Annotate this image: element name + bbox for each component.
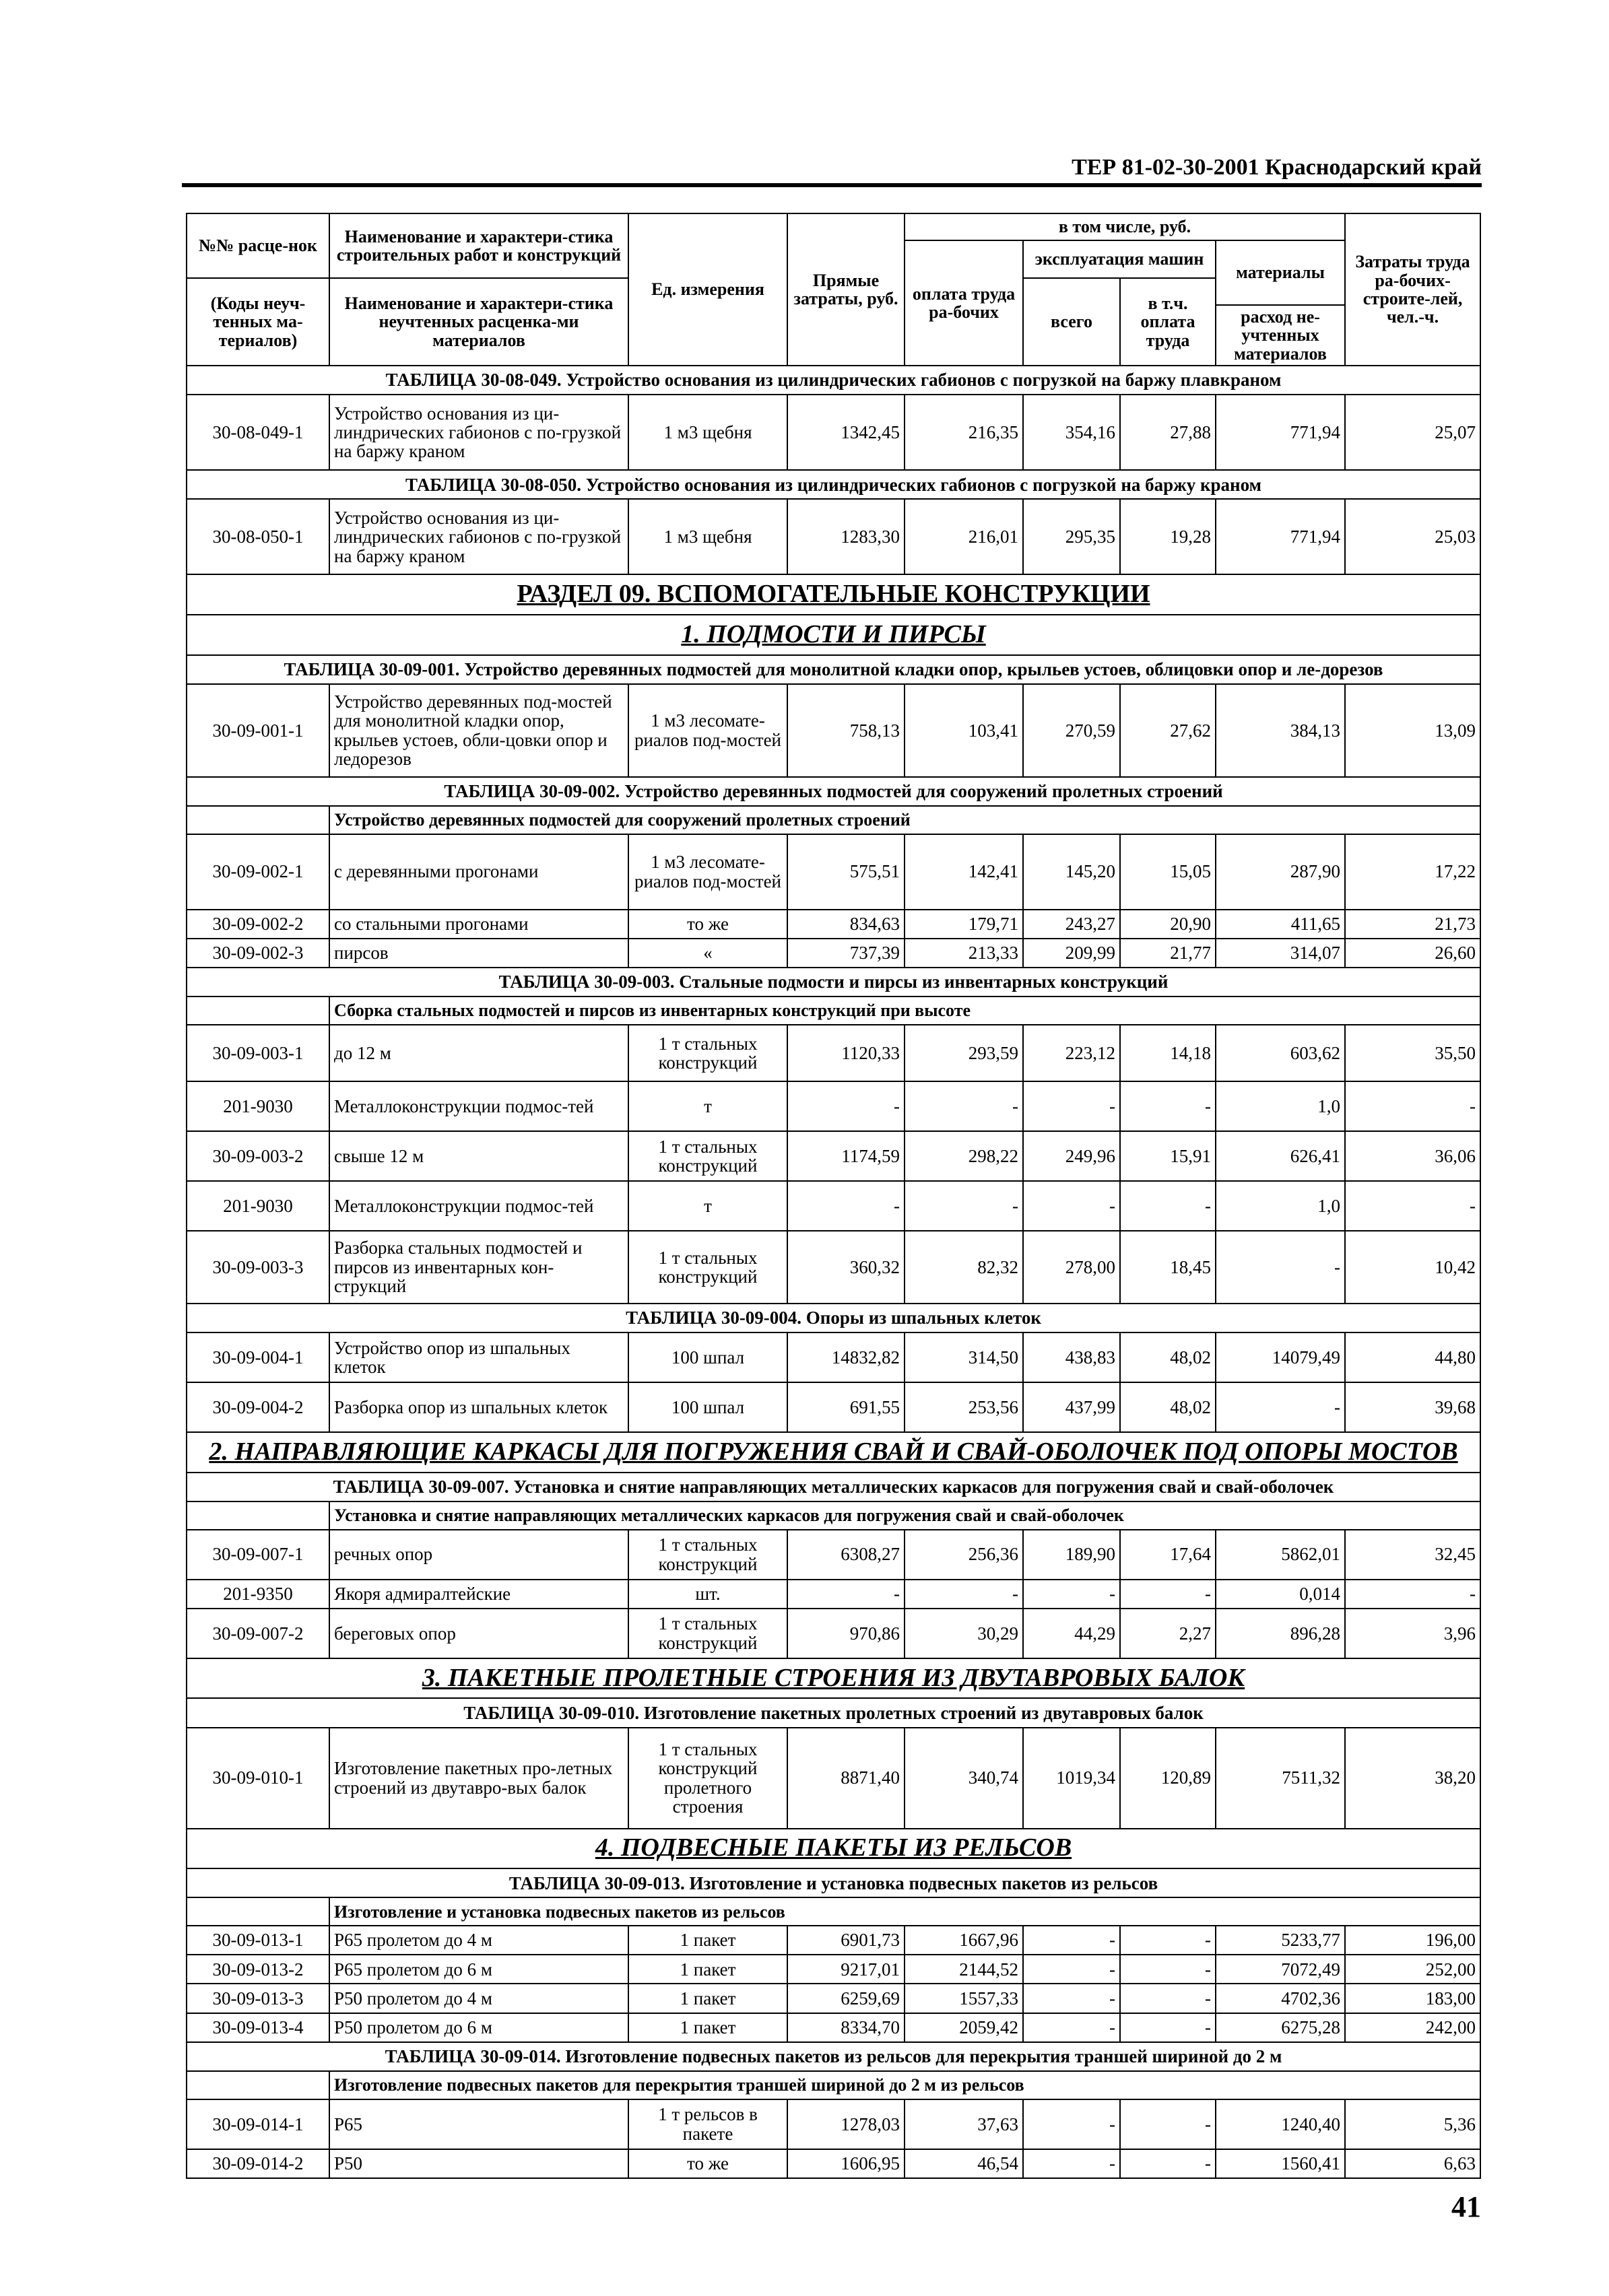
subtitle-row — [187, 1897, 1480, 1926]
materials: 7511,32 — [1216, 1728, 1345, 1829]
machines-pay: 48,02 — [1120, 1332, 1216, 1382]
table-title: ТАБЛИЦА 30-08-049. Устройство основания из цилиндрических габионов с погрузкой на баржу плавкраном — [187, 366, 1480, 395]
labor-pay: 216,35 — [905, 395, 1023, 470]
machines-total: - — [1023, 1926, 1120, 1955]
subsection-row — [187, 615, 1480, 655]
labor-pay: 2144,52 — [905, 1955, 1023, 1984]
table-title-row — [187, 470, 1480, 499]
table-row — [187, 684, 1480, 777]
col-materials: материалы — [1216, 240, 1345, 305]
machines-pay: 120,89 — [1120, 1728, 1216, 1829]
materials: 14079,49 — [1216, 1332, 1345, 1382]
table-row — [187, 1131, 1480, 1181]
materials: - — [1216, 1382, 1345, 1432]
materials: 771,94 — [1216, 499, 1345, 574]
material-name: Металлоконструкции подмос-тей — [329, 1181, 628, 1231]
direct-cost: - — [787, 1580, 905, 1609]
table-row — [187, 1984, 1480, 2013]
subtitle-row — [187, 2071, 1480, 2099]
machines-pay: 27,88 — [1120, 395, 1216, 470]
materials: 0,014 — [1216, 1580, 1345, 1609]
unit: шт. — [628, 1580, 787, 1609]
machines-pay: 15,91 — [1120, 1131, 1216, 1181]
labor-pay: 298,22 — [905, 1131, 1023, 1181]
rate-code: 30-09-001-1 — [187, 684, 329, 777]
work-name: береговых опор — [329, 1609, 628, 1658]
materials: 603,62 — [1216, 1025, 1345, 1081]
machines-total: 437,99 — [1023, 1382, 1120, 1432]
direct-cost: - — [787, 1081, 905, 1131]
subsection-title: 1. ПОДМОСТИ И ПИРСЫ — [187, 615, 1480, 655]
materials: 4702,36 — [1216, 1984, 1345, 2013]
subsection-title: 3. ПАКЕТНЫЕ ПРОЛЕТНЫЕ СТРОЕНИЯ ИЗ ДВУТАВРОВЫХ БАЛОК — [187, 1658, 1480, 1699]
labor-hours: 44,80 — [1345, 1332, 1480, 1382]
machines-total: - — [1023, 2099, 1120, 2149]
materials: 1240,40 — [1216, 2099, 1345, 2149]
subsection-title: 2. НАПРАВЛЯЮЩИЕ КАРКАСЫ ДЛЯ ПОГРУЖЕНИЯ СВАЙ И СВАЙ-ОБОЛОЧЕК ПОД ОПОРЫ МОСТОВ — [187, 1432, 1480, 1473]
unit: 1 т стальных конструкций — [628, 1025, 787, 1081]
labor-hours: 196,00 — [1345, 1926, 1480, 1955]
labor-hours: 183,00 — [1345, 1984, 1480, 2013]
labor-hours: - — [1345, 1580, 1480, 1609]
labor-pay: 37,63 — [905, 2099, 1023, 2149]
table-row — [187, 2099, 1480, 2149]
machines-pay: 14,18 — [1120, 1025, 1216, 1081]
unit: 100 шпал — [628, 1332, 787, 1382]
table-title: ТАБЛИЦА 30-09-010. Изготовление пакетных пролетных строений из двутавровых балок — [187, 1698, 1480, 1727]
table-title-row — [187, 366, 1480, 395]
direct-cost: 8334,70 — [787, 2013, 905, 2042]
subsection-row — [187, 1658, 1480, 1699]
direct-cost: 691,55 — [787, 1382, 905, 1432]
labor-hours: 26,60 — [1345, 939, 1480, 968]
table-row — [187, 2013, 1480, 2042]
table-subtitle: Установка и снятие направляющих металлических каркасов для погружения свай и свай-оболочек — [329, 1501, 1480, 1530]
table-row — [187, 910, 1480, 939]
labor-hours: 25,03 — [1345, 499, 1480, 574]
labor-hours: 3,96 — [1345, 1609, 1480, 1658]
page-number: 41 — [1451, 2190, 1481, 2223]
materials: 5862,01 — [1216, 1530, 1345, 1580]
table-row — [187, 1955, 1480, 1984]
machines-total: - — [1023, 2149, 1120, 2178]
labor-hours: 252,00 — [1345, 1955, 1480, 1984]
unit: 1 т стальных конструкций — [628, 1131, 787, 1181]
labor-hours: 38,20 — [1345, 1728, 1480, 1829]
table-row — [187, 1926, 1480, 1955]
direct-cost: 1342,45 — [787, 395, 905, 470]
col-labor-pay: оплата труда ра-бочих — [905, 240, 1023, 366]
table-title-row — [187, 1868, 1480, 1897]
document-title: ТЕР 81-02-30-2001 Краснодарский край — [1072, 155, 1482, 180]
unit: « — [628, 939, 787, 968]
machines-pay: 17,64 — [1120, 1530, 1216, 1580]
labor-hours: 13,09 — [1345, 684, 1480, 777]
labor-pay: 46,54 — [905, 2149, 1023, 2178]
direct-cost: 1120,33 — [787, 1025, 905, 1081]
rate-code: 30-09-014-1 — [187, 2099, 329, 2149]
materials: - — [1216, 1231, 1345, 1304]
table-title-row — [187, 1473, 1480, 1501]
page-header — [182, 152, 1482, 187]
machines-pay: 48,02 — [1120, 1382, 1216, 1432]
labor-hours: 242,00 — [1345, 2013, 1480, 2042]
labor-pay: 314,50 — [905, 1332, 1023, 1382]
rate-code: 30-09-004-1 — [187, 1332, 329, 1382]
machines-pay: - — [1120, 1580, 1216, 1609]
work-name: Р65 пролетом до 6 м — [329, 1955, 628, 1984]
labor-pay: - — [905, 1181, 1023, 1231]
direct-cost: 1174,59 — [787, 1131, 905, 1181]
table-title-row — [187, 1698, 1480, 1727]
work-name: Устройство деревянных под-мостей для монолитной кладки опор, крыльев устоев, обли-цовки опор и ледорезов — [329, 684, 628, 777]
table-row — [187, 499, 1480, 574]
direct-cost: 1283,30 — [787, 499, 905, 574]
unit: 1 м3 лесомате-риалов под-мостей — [628, 684, 787, 777]
unit: 1 м3 щебня — [628, 499, 787, 574]
machines-total: 295,35 — [1023, 499, 1120, 574]
table-row — [187, 1081, 1480, 1131]
materials: 287,90 — [1216, 834, 1345, 910]
machines-total: 249,96 — [1023, 1131, 1120, 1181]
work-name: пирсов — [329, 939, 628, 968]
rate-code: 30-09-013-4 — [187, 2013, 329, 2042]
labor-pay: 1557,33 — [905, 1984, 1023, 2013]
rate-code: 30-09-003-2 — [187, 1131, 329, 1181]
table-header — [187, 213, 1480, 366]
labor-hours: 36,06 — [1345, 1131, 1480, 1181]
direct-cost: 6901,73 — [787, 1926, 905, 1955]
col-name-top: Наименование и характери-стика строительных работ и конструкций — [329, 213, 628, 278]
table-row — [187, 395, 1480, 470]
rate-code: 30-08-049-1 — [187, 395, 329, 470]
unit: 1 т стальных конструкций — [628, 1231, 787, 1304]
table-row — [187, 1332, 1480, 1382]
rate-code: 30-09-014-2 — [187, 2149, 329, 2178]
work-name: Разборка стальных подмостей и пирсов из инвентарных кон-струкций — [329, 1231, 628, 1304]
labor-pay: 213,33 — [905, 939, 1023, 968]
work-name: речных опор — [329, 1530, 628, 1580]
table-title: ТАБЛИЦА 30-09-014. Изготовление подвесных пакетов из рельсов для перекрытия траншей шириной до 2 м — [187, 2042, 1480, 2071]
col-materials-unacc: расход не-учтенных материалов — [1216, 305, 1345, 366]
machines-pay: - — [1120, 2099, 1216, 2149]
labor-hours: 10,42 — [1345, 1231, 1480, 1304]
unit: 1 пакет — [628, 2013, 787, 2042]
materials: 1560,41 — [1216, 2149, 1345, 2178]
table-title: ТАБЛИЦА 30-08-050. Устройство основания из цилиндрических габионов с погрузкой на баржу краном — [187, 470, 1480, 499]
work-name: Р65 — [329, 2099, 628, 2149]
work-name: Устройство опор из шпальных клеток — [329, 1332, 628, 1382]
rates-table — [186, 213, 1481, 2179]
direct-cost: 970,86 — [787, 1609, 905, 1658]
machines-total: 354,16 — [1023, 395, 1120, 470]
labor-hours: 5,36 — [1345, 2099, 1480, 2149]
direct-cost: 834,63 — [787, 910, 905, 939]
work-name: до 12 м — [329, 1025, 628, 1081]
materials: 626,41 — [1216, 1131, 1345, 1181]
rate-code: 30-09-002-3 — [187, 939, 329, 968]
rate-code: 30-09-002-1 — [187, 834, 329, 910]
materials: 384,13 — [1216, 684, 1345, 777]
labor-pay: - — [905, 1081, 1023, 1131]
machines-total: - — [1023, 1081, 1120, 1131]
rate-code: 30-09-002-2 — [187, 910, 329, 939]
labor-pay: 142,41 — [905, 834, 1023, 910]
work-name: Р50 пролетом до 4 м — [329, 1984, 628, 2013]
rate-code: 30-09-013-3 — [187, 1984, 329, 2013]
work-name: свыше 12 м — [329, 1131, 628, 1181]
unit: то же — [628, 2149, 787, 2178]
labor-pay: 30,29 — [905, 1609, 1023, 1658]
unit: т — [628, 1081, 787, 1131]
labor-pay: - — [905, 1580, 1023, 1609]
labor-hours: 39,68 — [1345, 1382, 1480, 1432]
work-name: Р65 пролетом до 4 м — [329, 1926, 628, 1955]
table-title-row — [187, 968, 1480, 997]
material-code: 201-9350 — [187, 1580, 329, 1609]
unit: 100 шпал — [628, 1382, 787, 1432]
direct-cost: 758,13 — [787, 684, 905, 777]
subsection-row — [187, 1432, 1480, 1473]
direct-cost: 360,32 — [787, 1231, 905, 1304]
table-title-row — [187, 1304, 1480, 1332]
table-row — [187, 1728, 1480, 1829]
col-labor: Затраты труда ра-бочих-строите-лей, чел.-ч. — [1345, 213, 1480, 366]
machines-total: 223,12 — [1023, 1025, 1120, 1081]
machines-pay: 20,90 — [1120, 910, 1216, 939]
unit: 1 т рельсов в пакете — [628, 2099, 787, 2149]
subsection-title: 4. ПОДВЕСНЫЕ ПАКЕТЫ ИЗ РЕЛЬСОВ — [187, 1829, 1480, 1869]
materials: 5233,77 — [1216, 1926, 1345, 1955]
machines-pay: 27,62 — [1120, 684, 1216, 777]
table-subtitle: Устройство деревянных подмостей для сооружений пролетных строений — [329, 806, 1480, 834]
labor-hours: 21,73 — [1345, 910, 1480, 939]
work-name: Разборка опор из шпальных клеток — [329, 1382, 628, 1432]
table-row — [187, 1609, 1480, 1658]
unit: 1 пакет — [628, 1984, 787, 2013]
table-row — [187, 939, 1480, 968]
table-title: ТАБЛИЦА 30-09-001. Устройство деревянных подмостей для монолитной кладки опор, крыльев устоев, облицовки опор и ле-дорезов — [187, 655, 1480, 684]
col-machines-total: всего — [1023, 278, 1120, 366]
material-code: 201-9030 — [187, 1081, 329, 1131]
machines-total: 278,00 — [1023, 1231, 1120, 1304]
labor-pay: 256,36 — [905, 1530, 1023, 1580]
unit: 1 т стальных конструкций — [628, 1530, 787, 1580]
col-code-top: №№ расце-нок — [187, 213, 329, 278]
table-title-row — [187, 777, 1480, 806]
materials: 1,0 — [1216, 1181, 1345, 1231]
direct-cost: 6259,69 — [787, 1984, 905, 2013]
labor-hours: 17,22 — [1345, 834, 1480, 910]
subtitle-row — [187, 806, 1480, 834]
labor-pay: 293,59 — [905, 1025, 1023, 1081]
labor-pay: 216,01 — [905, 499, 1023, 574]
machines-pay: - — [1120, 2013, 1216, 2042]
materials: 896,28 — [1216, 1609, 1345, 1658]
labor-pay: 82,32 — [905, 1231, 1023, 1304]
machines-total: 243,27 — [1023, 910, 1120, 939]
direct-cost: 1278,03 — [787, 2099, 905, 2149]
col-machines-pay: в т.ч. оплата труда — [1120, 278, 1216, 366]
machines-pay: - — [1120, 1984, 1216, 2013]
labor-hours: 35,50 — [1345, 1025, 1480, 1081]
rate-code: 30-08-050-1 — [187, 499, 329, 574]
rate-code: 30-09-013-1 — [187, 1926, 329, 1955]
rate-code: 30-09-003-3 — [187, 1231, 329, 1304]
subtitle-row — [187, 1501, 1480, 1530]
machines-pay: - — [1120, 1926, 1216, 1955]
table-title: ТАБЛИЦА 30-09-013. Изготовление и установка подвесных пакетов из рельсов — [187, 1868, 1480, 1897]
materials: 771,94 — [1216, 395, 1345, 470]
direct-cost: 1606,95 — [787, 2149, 905, 2178]
unit: 1 т стальных конструкций — [628, 1609, 787, 1658]
unit: 1 м3 лесомате-риалов под-мостей — [628, 834, 787, 910]
materials: 6275,28 — [1216, 2013, 1345, 2042]
table-title-row — [187, 655, 1480, 684]
materials: 7072,49 — [1216, 1955, 1345, 1984]
unit: то же — [628, 910, 787, 939]
table-subtitle: Изготовление и установка подвесных пакетов из рельсов — [329, 1897, 1480, 1926]
rate-code: 30-09-003-1 — [187, 1025, 329, 1081]
labor-hours: 6,63 — [1345, 2149, 1480, 2178]
labor-hours: - — [1345, 1181, 1480, 1231]
rate-code: 30-09-013-2 — [187, 1955, 329, 1984]
table-title: ТАБЛИЦА 30-09-003. Стальные подмости и пирсы из инвентарных конструкций — [187, 968, 1480, 997]
machines-pay: - — [1120, 1181, 1216, 1231]
machines-pay: - — [1120, 1955, 1216, 1984]
rate-code: 30-09-007-2 — [187, 1609, 329, 1658]
direct-cost: 9217,01 — [787, 1955, 905, 1984]
machines-total: 438,83 — [1023, 1332, 1120, 1382]
machines-pay: 18,45 — [1120, 1231, 1216, 1304]
machines-total: - — [1023, 1984, 1120, 2013]
work-name: Изготовление пакетных про-летных строений из двутавро-вых балок — [329, 1728, 628, 1829]
rate-code: 30-09-004-2 — [187, 1382, 329, 1432]
materials: 1,0 — [1216, 1081, 1345, 1131]
direct-cost: 6308,27 — [787, 1530, 905, 1580]
work-name: Устройство основания из ци-линдрических габионов с по-грузкой на баржу краном — [329, 395, 628, 470]
labor-pay: 2059,42 — [905, 2013, 1023, 2042]
labor-pay: 253,56 — [905, 1382, 1023, 1432]
labor-pay: 1667,96 — [905, 1926, 1023, 1955]
col-code-bottom: (Коды неуч-тенных ма-териалов) — [187, 278, 329, 366]
table-row — [187, 834, 1480, 910]
machines-total: 44,29 — [1023, 1609, 1120, 1658]
unit: 1 т стальных конструкций пролетного строения — [628, 1728, 787, 1829]
section-row — [187, 574, 1480, 615]
work-name: со стальными прогонами — [329, 910, 628, 939]
machines-total: 209,99 — [1023, 939, 1120, 968]
col-machines: эксплуатация машин — [1023, 240, 1216, 278]
rate-code: 30-09-010-1 — [187, 1728, 329, 1829]
machines-total: 145,20 — [1023, 834, 1120, 910]
direct-cost: 737,39 — [787, 939, 905, 968]
labor-pay: 103,41 — [905, 684, 1023, 777]
table-row — [187, 1530, 1480, 1580]
table-row — [187, 2149, 1480, 2178]
subtitle-row — [187, 997, 1480, 1025]
table-title-row — [187, 2042, 1480, 2071]
materials: 411,65 — [1216, 910, 1345, 939]
machines-total: 1019,34 — [1023, 1728, 1120, 1829]
unit: 1 м3 щебня — [628, 395, 787, 470]
material-name: Якоря адмиралтейские — [329, 1580, 628, 1609]
work-name: Устройство основания из ци-линдрических габионов с по-грузкой на баржу краном — [329, 499, 628, 574]
labor-hours: 25,07 — [1345, 395, 1480, 470]
unit: 1 пакет — [628, 1926, 787, 1955]
labor-hours: 32,45 — [1345, 1530, 1480, 1580]
table-row — [187, 1231, 1480, 1304]
col-unit: Ед. измерения — [628, 213, 787, 366]
direct-cost: 8871,40 — [787, 1728, 905, 1829]
table-row — [187, 1382, 1480, 1432]
material-name: Металлоконструкции подмос-тей — [329, 1081, 628, 1131]
rate-code: 30-09-007-1 — [187, 1530, 329, 1580]
material-code: 201-9030 — [187, 1181, 329, 1231]
labor-pay: 179,71 — [905, 910, 1023, 939]
unit: т — [628, 1181, 787, 1231]
machines-pay: 21,77 — [1120, 939, 1216, 968]
table-row — [187, 1181, 1480, 1231]
col-direct: Прямые затраты, руб. — [787, 213, 905, 366]
machines-pay: - — [1120, 2149, 1216, 2178]
work-name: Р50 пролетом до 6 м — [329, 2013, 628, 2042]
machines-pay: 2,27 — [1120, 1609, 1216, 1658]
subsection-row — [187, 1829, 1480, 1869]
col-name-bottom: Наименование и характери-стика неучтенных расценка-ми материалов — [329, 278, 628, 366]
direct-cost: 14832,82 — [787, 1332, 905, 1382]
labor-hours: - — [1345, 1081, 1480, 1131]
table-row — [187, 1025, 1480, 1081]
work-name: Р50 — [329, 2149, 628, 2178]
table-subtitle: Изготовление подвесных пакетов для перекрытия траншей шириной до 2 м из рельсов — [329, 2071, 1480, 2099]
table-subtitle: Сборка стальных подмостей и пирсов из инвентарных конструкций при высоте — [329, 997, 1480, 1025]
materials: 314,07 — [1216, 939, 1345, 968]
table-title: ТАБЛИЦА 30-09-002. Устройство деревянных подмостей для сооружений пролетных строений — [187, 777, 1480, 806]
machines-total: 270,59 — [1023, 684, 1120, 777]
labor-pay: 340,74 — [905, 1728, 1023, 1829]
col-incl: в том числе, руб. — [905, 213, 1345, 240]
table-title: ТАБЛИЦА 30-09-007. Установка и снятие направляющих металлических каркасов для погружения свай и свай-оболочек — [187, 1473, 1480, 1501]
machines-total: - — [1023, 1955, 1120, 1984]
table-title: ТАБЛИЦА 30-09-004. Опоры из шпальных клеток — [187, 1304, 1480, 1332]
machines-total: - — [1023, 1580, 1120, 1609]
machines-total: - — [1023, 2013, 1120, 2042]
machines-total: 189,90 — [1023, 1530, 1120, 1580]
machines-pay: - — [1120, 1081, 1216, 1131]
machines-total: - — [1023, 1181, 1120, 1231]
section-title: РАЗДЕЛ 09. ВСПОМОГАТЕЛЬНЫЕ КОНСТРУКЦИИ — [187, 574, 1480, 615]
direct-cost: - — [787, 1181, 905, 1231]
machines-pay: 19,28 — [1120, 499, 1216, 574]
machines-pay: 15,05 — [1120, 834, 1216, 910]
table-body — [187, 366, 1480, 2178]
work-name: с деревянными прогонами — [329, 834, 628, 910]
table-row — [187, 1580, 1480, 1609]
unit: 1 пакет — [628, 1955, 787, 1984]
direct-cost: 575,51 — [787, 834, 905, 910]
